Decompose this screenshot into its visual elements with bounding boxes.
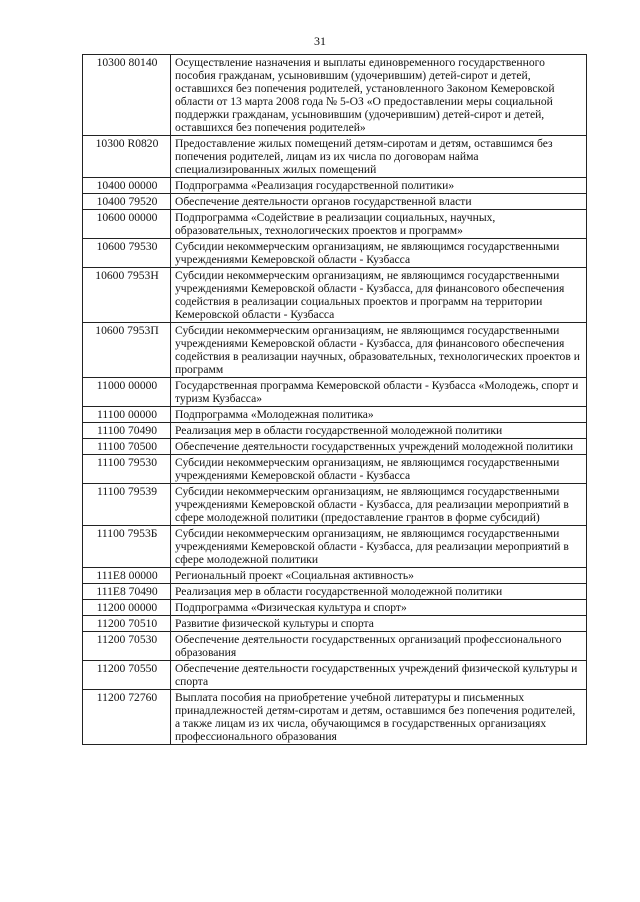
row-description: Субсидии некоммерческим организациям, не являющимся государственными учреждениями Кемеровской области - Кузбасса <box>171 455 587 484</box>
row-code: 11200 00000 <box>83 600 171 616</box>
row-code: 11200 70510 <box>83 616 171 632</box>
row-code: 10300 80140 <box>83 55 171 136</box>
row-code: 10400 79520 <box>83 194 171 210</box>
table-row <box>83 178 587 194</box>
table-row <box>83 632 587 661</box>
row-description: Субсидии некоммерческим организациям, не являющимся государственными учреждениями Кемеровской области - Кузбасса, для реализации мероприятий в сфере молодежной политики (предоставление грантов в форме субсидий) <box>171 484 587 526</box>
row-description: Региональный проект «Социальная активность» <box>171 568 587 584</box>
row-description: Субсидии некоммерческим организациям, не являющимся государственными учреждениями Кемеровской области - Кузбасса, для финансового обеспечения содействия в реализации социальных проектов и программ на территории Кемеровской области - Кузбасса <box>171 268 587 323</box>
row-description: Подпрограмма «Физическая культура и спорт» <box>171 600 587 616</box>
table-row <box>83 323 587 378</box>
table-row <box>83 439 587 455</box>
table-body <box>83 55 587 745</box>
row-description: Выплата пособия на приобретение учебной литературы и письменных принадлежностей детям-сиротам и детям, оставшимся без попечения родителей, а также лицам из их числа, обучающимся в государственных организациях профессионального образования <box>171 690 587 745</box>
table-row <box>83 616 587 632</box>
row-code: 10300 R0820 <box>83 136 171 178</box>
row-description: Реализация мер в области государственной молодежной политики <box>171 584 587 600</box>
table-row <box>83 661 587 690</box>
row-code: 10600 79530 <box>83 239 171 268</box>
row-code: 11100 79539 <box>83 484 171 526</box>
row-description: Подпрограмма «Содействие в реализации социальных, научных, образовательных, технологических проектов и программ» <box>171 210 587 239</box>
row-description: Подпрограмма «Молодежная политика» <box>171 407 587 423</box>
table-row <box>83 136 587 178</box>
row-code: 11000 00000 <box>83 378 171 407</box>
row-description: Подпрограмма «Реализация государственной политики» <box>171 178 587 194</box>
row-code: 11200 70530 <box>83 632 171 661</box>
row-code: 11100 79530 <box>83 455 171 484</box>
row-code: 111Е8 70490 <box>83 584 171 600</box>
row-description: Осуществление назначения и выплаты единовременного государственного пособия гражданам, усыновившим (удочерившим) детей-сирот и детей, оставшихся без попечения родителей, установленного Законом Кемеровской области от 13 марта 2008 года № 5-ОЗ «О предоставлении меры социальной поддержки гражданам, усыновившим (удочерившим) детей-сирот и детей, оставшихся без попечения родителей» <box>171 55 587 136</box>
row-description: Субсидии некоммерческим организациям, не являющимся государственными учреждениями Кемеровской области - Кузбасса, для реализации мероприятий в сфере молодежной политики <box>171 526 587 568</box>
page-number: 31 <box>314 34 326 48</box>
table-row <box>83 407 587 423</box>
table-row <box>83 378 587 407</box>
row-code: 10400 00000 <box>83 178 171 194</box>
budget-code-table <box>82 54 587 745</box>
row-description: Обеспечение деятельности органов государственной власти <box>171 194 587 210</box>
row-code: 11200 70550 <box>83 661 171 690</box>
table-row <box>83 423 587 439</box>
table-row <box>83 484 587 526</box>
row-code: 10600 7953Н <box>83 268 171 323</box>
row-description: Субсидии некоммерческим организациям, не являющимся государственными учреждениями Кемеровской области - Кузбасса, для финансового обеспечения содействия в реализации научных, образовательных, технологических проектов и программ <box>171 323 587 378</box>
table-row <box>83 526 587 568</box>
row-description: Субсидии некоммерческим организациям, не являющимся государственными учреждениями Кемеровской области - Кузбасса <box>171 239 587 268</box>
row-description: Обеспечение деятельности государственных учреждений молодежной политики <box>171 439 587 455</box>
table-row <box>83 55 587 136</box>
table-row <box>83 690 587 745</box>
table-row <box>83 584 587 600</box>
row-code: 10600 7953П <box>83 323 171 378</box>
row-code: 10600 00000 <box>83 210 171 239</box>
row-code: 111Е8 00000 <box>83 568 171 584</box>
row-description: Обеспечение деятельности государственных учреждений физической культуры и спорта <box>171 661 587 690</box>
row-code: 11200 72760 <box>83 690 171 745</box>
table-row <box>83 455 587 484</box>
table-row <box>83 194 587 210</box>
table-row <box>83 568 587 584</box>
row-description: Реализация мер в области государственной молодежной политики <box>171 423 587 439</box>
table-row <box>83 268 587 323</box>
table-row <box>83 210 587 239</box>
row-description: Государственная программа Кемеровской области - Кузбасса «Молодежь, спорт и туризм Кузбасса» <box>171 378 587 407</box>
row-description: Развитие физической культуры и спорта <box>171 616 587 632</box>
row-description: Обеспечение деятельности государственных организаций профессионального образования <box>171 632 587 661</box>
row-code: 11100 7953Б <box>83 526 171 568</box>
row-code: 11100 70500 <box>83 439 171 455</box>
row-code: 11100 00000 <box>83 407 171 423</box>
row-code: 11100 70490 <box>83 423 171 439</box>
table-row <box>83 600 587 616</box>
table-row <box>83 239 587 268</box>
row-description: Предоставление жилых помещений детям-сиротам и детям, оставшимся без попечения родителей, лицам из их числа по договорам найма специализированных жилых помещений <box>171 136 587 178</box>
